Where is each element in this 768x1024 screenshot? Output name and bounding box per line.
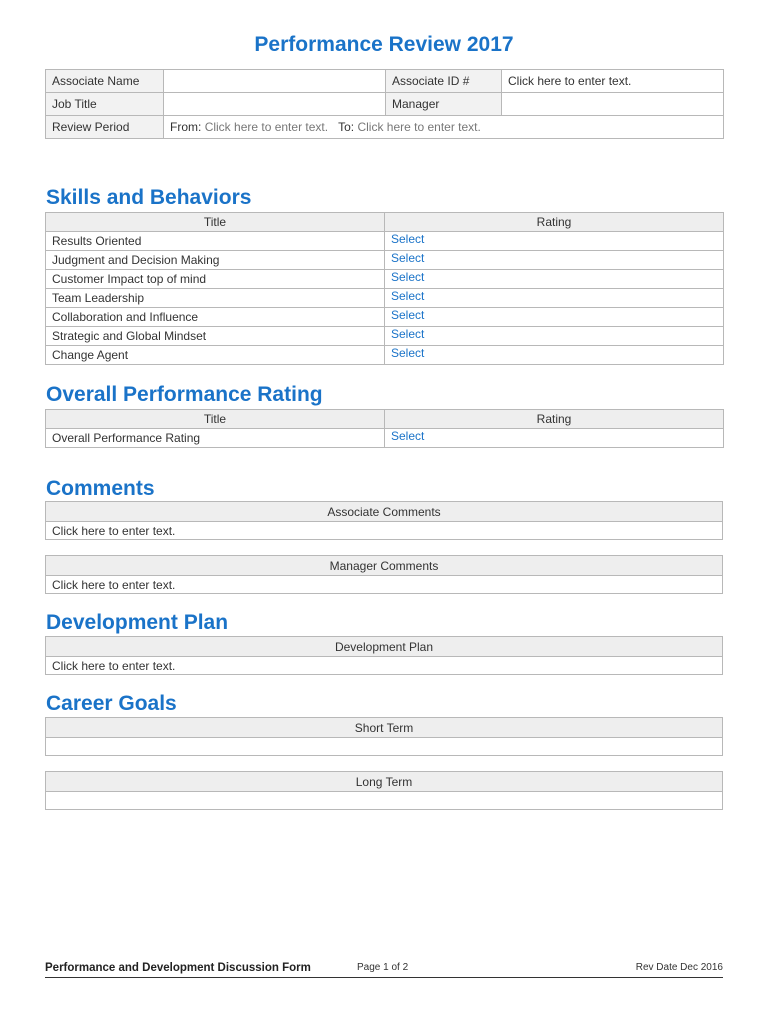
associate-id-field[interactable]: Click here to enter text. bbox=[502, 70, 724, 93]
table-row bbox=[46, 308, 724, 327]
skill-rating-cell[interactable] bbox=[385, 308, 724, 327]
skill-rating-cell[interactable] bbox=[385, 289, 724, 308]
associate-comments-header: Associate Comments bbox=[46, 502, 723, 522]
skill-rating-dropdown[interactable]: Select bbox=[391, 346, 425, 360]
skill-rating-dropdown[interactable]: Select bbox=[391, 289, 425, 303]
table-row bbox=[46, 346, 724, 365]
skill-rating-dropdown[interactable]: Select bbox=[391, 251, 425, 265]
development-table bbox=[45, 636, 723, 675]
development-heading: Development Plan bbox=[46, 611, 229, 634]
skill-title: Customer Impact top of mind bbox=[46, 270, 385, 289]
short-term-header: Short Term bbox=[46, 718, 723, 738]
associate-comments-table bbox=[45, 501, 723, 540]
associate-id-label: Associate ID # bbox=[386, 70, 502, 93]
overall-rating-dropdown[interactable]: Select bbox=[391, 429, 425, 443]
skill-rating-cell[interactable] bbox=[385, 346, 724, 365]
skill-title: Change Agent bbox=[46, 346, 385, 365]
skill-title: Team Leadership bbox=[46, 289, 385, 308]
skill-rating-dropdown[interactable]: Select bbox=[391, 308, 425, 322]
associate-info-table bbox=[45, 69, 724, 139]
manager-label: Manager bbox=[386, 93, 502, 116]
skill-rating-dropdown[interactable]: Select bbox=[391, 327, 425, 341]
associate-name-field[interactable] bbox=[164, 70, 386, 93]
skill-title: Results Oriented bbox=[46, 232, 385, 251]
skill-rating-dropdown[interactable]: Select bbox=[391, 270, 425, 284]
skill-title: Collaboration and Influence bbox=[46, 308, 385, 327]
skill-rating-cell[interactable] bbox=[385, 232, 724, 251]
long-term-header: Long Term bbox=[46, 772, 723, 792]
review-period-label: Review Period bbox=[46, 116, 164, 139]
skill-rating-cell[interactable] bbox=[385, 251, 724, 270]
comments-heading: Comments bbox=[46, 477, 155, 500]
career-heading: Career Goals bbox=[46, 692, 177, 715]
long-term-table bbox=[45, 771, 723, 810]
overall-row-title: Overall Performance Rating bbox=[46, 429, 385, 448]
skill-title: Judgment and Decision Making bbox=[46, 251, 385, 270]
job-title-label: Job Title bbox=[46, 93, 164, 116]
to-label: To: bbox=[338, 120, 355, 134]
associate-name-label: Associate Name bbox=[46, 70, 164, 93]
overall-table bbox=[45, 409, 724, 448]
manager-comments-table bbox=[45, 555, 723, 594]
footer-form-name: Performance and Development Discussion Form bbox=[45, 962, 311, 974]
footer-page-number: Page 1 of 2 bbox=[357, 962, 409, 973]
manager-comments-field[interactable]: Click here to enter text. bbox=[46, 576, 723, 594]
overall-heading: Overall Performance Rating bbox=[46, 383, 323, 406]
footer-rev-date: Rev Date Dec 2016 bbox=[635, 962, 723, 973]
skill-rating-cell[interactable] bbox=[385, 327, 724, 346]
associate-comments-field[interactable]: Click here to enter text. bbox=[46, 522, 723, 540]
review-period-field bbox=[164, 116, 724, 139]
overall-rating-header: Rating bbox=[385, 410, 724, 429]
table-row bbox=[46, 289, 724, 308]
job-title-field[interactable] bbox=[164, 93, 386, 116]
manager-field[interactable] bbox=[502, 93, 724, 116]
skill-title: Strategic and Global Mindset bbox=[46, 327, 385, 346]
long-term-field[interactable] bbox=[46, 792, 723, 810]
from-label: From: bbox=[170, 120, 202, 134]
table-row bbox=[46, 429, 724, 448]
table-row bbox=[46, 232, 724, 251]
development-field[interactable]: Click here to enter text. bbox=[46, 657, 723, 675]
manager-comments-header: Manager Comments bbox=[46, 556, 723, 576]
table-row bbox=[46, 270, 724, 289]
to-date-field[interactable]: Click here to enter text. bbox=[357, 120, 481, 134]
skills-title-header: Title bbox=[46, 213, 385, 232]
development-header: Development Plan bbox=[46, 637, 723, 657]
skill-rating-dropdown[interactable]: Select bbox=[391, 232, 425, 246]
page-footer bbox=[45, 960, 723, 978]
page-title: Performance Review 2017 bbox=[254, 33, 514, 56]
skill-rating-cell[interactable] bbox=[385, 270, 724, 289]
skills-heading: Skills and Behaviors bbox=[46, 186, 252, 209]
table-row bbox=[46, 327, 724, 346]
short-term-field[interactable] bbox=[46, 738, 723, 756]
overall-title-header: Title bbox=[46, 410, 385, 429]
overall-rating-select[interactable] bbox=[385, 429, 724, 448]
skills-table bbox=[45, 212, 724, 365]
table-row bbox=[46, 251, 724, 270]
short-term-table bbox=[45, 717, 723, 756]
skills-rating-header: Rating bbox=[385, 213, 724, 232]
from-date-field[interactable]: Click here to enter text. bbox=[204, 120, 329, 134]
